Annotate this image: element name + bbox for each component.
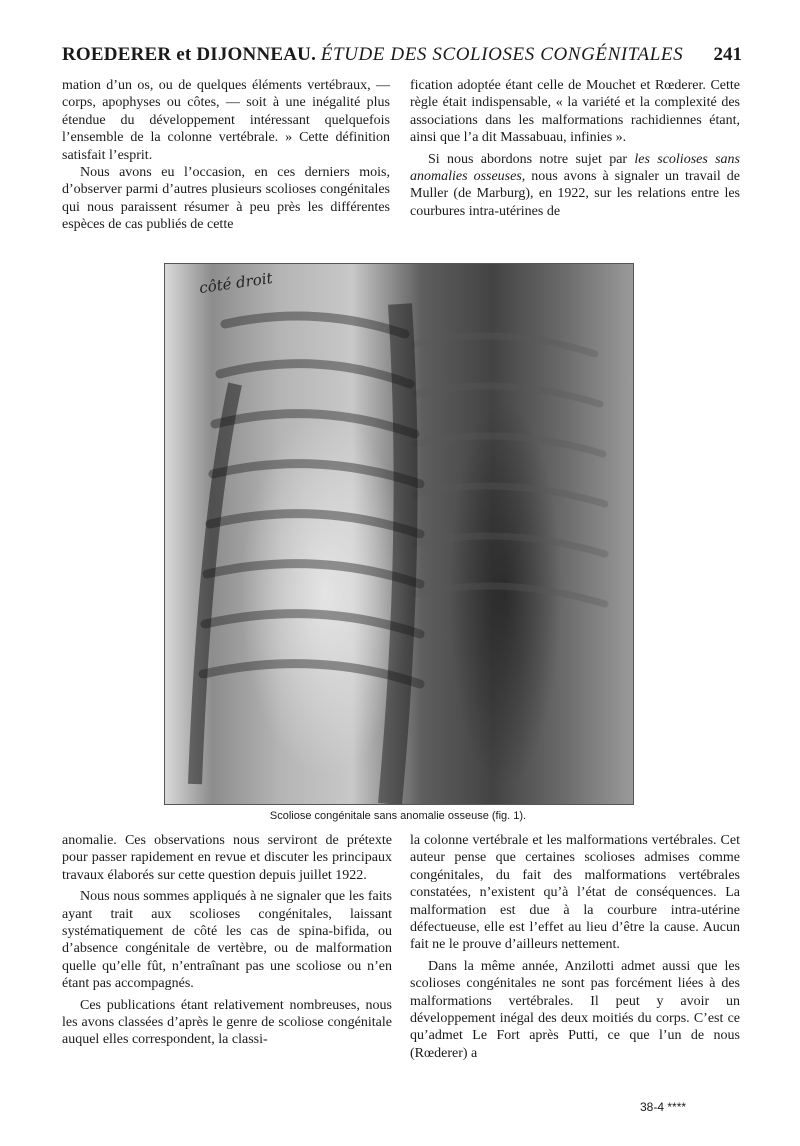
text-run: , nous avons à signaler un travail de Muller (de Marburg), en 1922, sur les relations entre les courbures intra-utérines de [410, 169, 740, 219]
text-run: Si nous abordons notre sujet par [428, 151, 635, 167]
paragraph: la colonne vertébrale et les malformations vertébrales. Cet auteur pense que certaines scolioses admises comme congénitales, du fait des malformations vertébrales constatées, n’existent qu’à l’état de conséquences. La malformation est due à la courbure intra-utérine défectueuse, elle est l’effet au lieu d’être la cause. Aucun fait ne le prouve d’ailleurs nettement. [410, 833, 740, 953]
header-title: ÉTUDE DES SCOLIOSES CONGÉNITALES [320, 44, 684, 65]
page-number: 241 [713, 44, 742, 65]
xray-rib-shadows [165, 264, 633, 804]
text-column-bottom-left [62, 832, 392, 1049]
text-column-top-right [410, 77, 740, 220]
xray-figure [164, 263, 634, 805]
paragraph: mation d’un os, ou de quelques éléments vertébraux, — corps, apophyses ou côtes, — soit à une inégalité plus étendue du développement intéressant quelquefois l’ensemble de la colonne vertébrale. » Cette définition satisfait l’esprit. [62, 78, 390, 163]
paragraph: Nous avons eu l’occasion, en ces derniers mois, d’observer parmi d’autres plusieurs scolioses congénitales qui nous paraissent résumer à peu près les différentes espèces de cas publiés de cette [62, 165, 390, 233]
running-header [62, 44, 742, 70]
text-column-top-left [62, 77, 390, 234]
printer-signature: 38-4 **** [640, 1100, 687, 1114]
paragraph [410, 151, 740, 221]
paragraph: anomalie. Ces observations nous serviront de prétexte pour passer rapidement en revue et discuter les principaux travaux élaborés sur cette question depuis juillet 1922. [62, 833, 392, 883]
handwritten-note: côté droit [198, 268, 274, 298]
figure-caption: Scoliose congénitale sans anomalie osseuse (fig. 1). [269, 810, 527, 822]
paragraph: Nous nous sommes appliqués à ne signaler que les faits ayant trait aux scolioses congénitales, laissant systématiquement de côté les cas de spina-bifida, ou d’absence congénitale de vertèbre, ou de malformation quelle qu’elle fût, n’entraînant pas une scoliose ou n’en étant pas accompagnés. [62, 889, 392, 992]
header-authors: ROEDERER et DIJONNEAU. [62, 44, 317, 65]
italic-term: les scolioses sans anomalies osseuses [410, 151, 741, 185]
text-column-bottom-right [410, 832, 740, 1062]
paragraph: Dans la même année, Anzilotti admet aussi que les scolioses congénitales ne sont pas forcément liées à des malformations vertébrales. Il peut y avoir un développement inégal des deux moitiés du corps. C’est ce qu’admet Le Fort après Putti, ce que l’un de nous (Rœderer) a [410, 958, 740, 1061]
paragraph: Ces publications étant relativement nombreuses, nous les avons classées d’après le genre de scoliose congénitale auquel elles correspondent, la classi- [62, 997, 392, 1048]
paragraph: fication adoptée étant celle de Mouchet et Rœderer. Cette règle était indispensable, « la variété et la complexité des associations dans les malformations rachidiennes étant, ainsi que l’a dit Massabuau, infinies ». [410, 78, 740, 146]
